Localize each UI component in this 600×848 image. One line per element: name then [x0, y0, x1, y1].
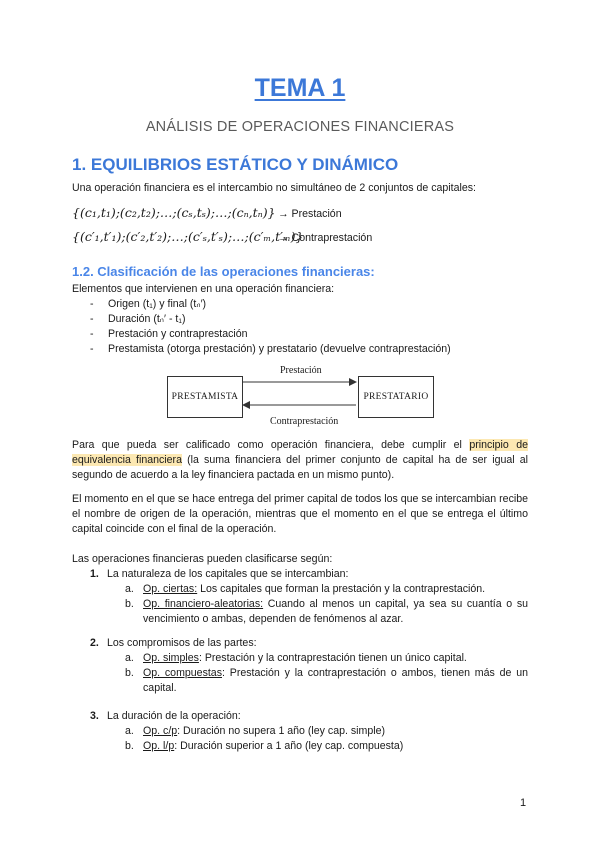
- classification-item: 1. La naturaleza de los capitales que se intercambian:: [90, 568, 349, 580]
- classification-subitem: a. Op. simples: Prestación y la contraprestación tienen un único capital.: [125, 652, 467, 664]
- classification-subitem: b. Op. compuestas: Prestación y la contraprestación o ambos, tienen más de un capital.: [125, 667, 528, 694]
- classification-intro: Las operaciones financieras pueden clasificarse según:: [72, 553, 333, 565]
- page-number: 1: [520, 797, 527, 809]
- prestamista-box: PRESTAMISTA: [167, 376, 243, 418]
- page-subtitle: ANÁLISIS DE OPERACIONES FINANCIERAS: [145, 119, 455, 135]
- formula-contraprestacion-label: → Contraprestación: [278, 232, 373, 244]
- diagram-prestacion-label: Prestación: [280, 365, 322, 376]
- formula-prestacion: {(c₁,t₁);(c₂,t₂);…;(cₛ,tₛ);…;(cₙ,tₙ)}: [72, 205, 276, 220]
- element-item: - Prestación y contraprestación: [90, 328, 248, 340]
- classification-subitem: b. Op. l/p: Duración superior a 1 año (ley cap. compuesta): [125, 740, 404, 752]
- elements-intro: Elementos que intervienen en una operación financiera:: [72, 283, 335, 295]
- intro-paragraph: Una operación financiera es el intercambio no simultáneo de 2 conjuntos de capitales:: [72, 182, 476, 194]
- classification-item: 3. La duración de la operación:: [90, 710, 241, 722]
- diagram-contraprestacion-label: Contraprestación: [270, 416, 339, 427]
- element-item: - Origen (t₁) y final (tₙ′): [90, 298, 207, 310]
- classification-subitem: a. Op. ciertas: Los capitales que forman la prestación y la contraprestación.: [125, 583, 486, 595]
- classification-subitem: b. Op. financiero-aleatorias: Cuando al menos un capital, ya sea su cuantía o su vencimiento o ambas, dependen de fenómenos al azar.: [125, 598, 529, 625]
- element-item: - Prestamista (otorga prestación) y prestatario (devuelve contraprestación): [90, 343, 451, 355]
- classification-subitem: a. Op. c/p: Duración no supera 1 año (ley cap. simple): [125, 725, 386, 737]
- origin-paragraph: El momento en el que se hace entrega del primer capital de todos los que se intercambian recibe el nombre de origen de la operación, mientras que el momento en el que se entrega el último capital coincide con el final de la operación.: [72, 493, 528, 535]
- formula-prestacion-label: → Prestación: [278, 208, 342, 220]
- classification-item: 2. Los compromisos de las partes:: [90, 637, 257, 649]
- equivalence-paragraph: Para que pueda ser calificado como operación financiera, debe cumplir el principio de equivalencia financiera (la suma financiera del primer conjunto de capital ha de ser igual al segundo de acuerdo a la ley financiera pactada en un mismo punto).: [72, 439, 528, 481]
- section-1-2-heading: 1.2. Clasificación de las operaciones financieras:: [72, 264, 375, 279]
- page-title: TEMA 1: [254, 74, 346, 102]
- highlighted-term: principio de equivalencia financiera: [72, 439, 528, 466]
- formula-contraprestacion: {(c′₁,t′₁);(c′₂,t′₂);…;(c′ₛ,t′ₛ);…;(c′ₘ,t′ₘ)}: [72, 229, 304, 244]
- prestatario-box: PRESTATARIO: [358, 376, 434, 418]
- section-1-heading: 1. EQUILIBRIOS ESTÁTICO Y DINÁMICO: [72, 155, 399, 174]
- element-item: - Duración (tₙ′ - t₁): [90, 313, 186, 325]
